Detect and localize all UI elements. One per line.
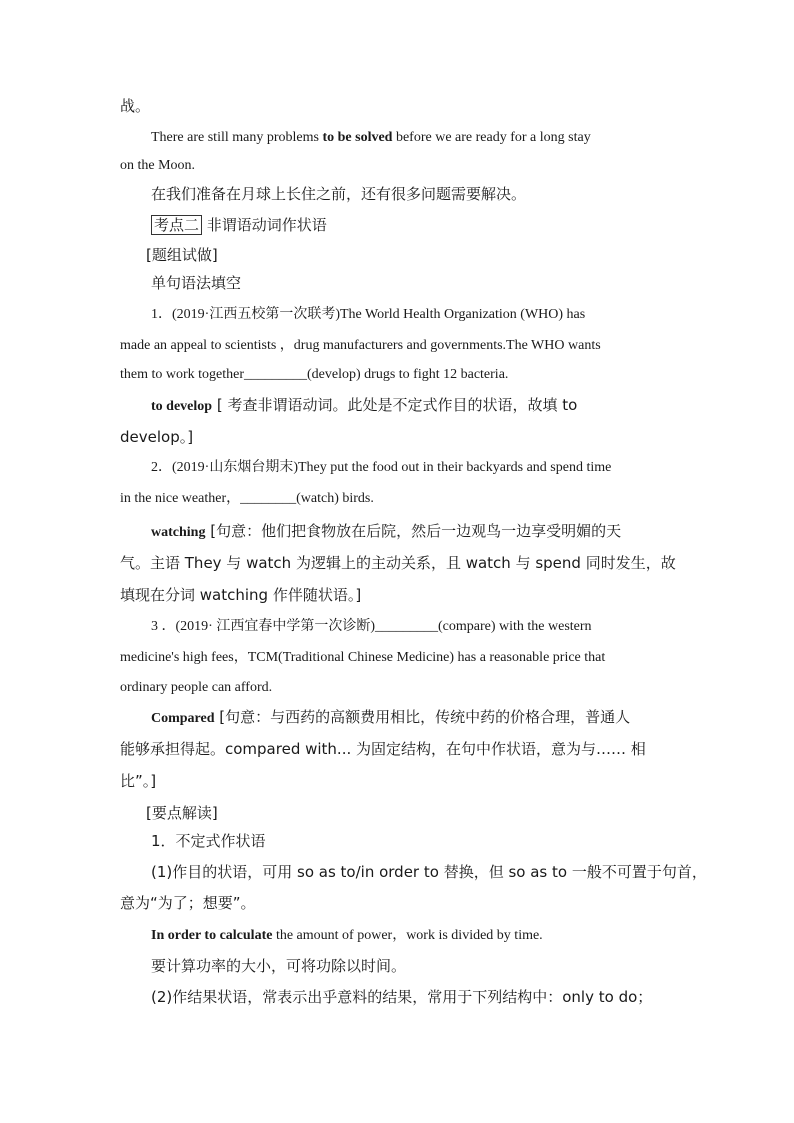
question-1-cont: made an appeal to scientists ，drug manufacturers and governments.The WHO wants [120,338,601,353]
answer-3-cont: 比”。] [120,772,157,790]
example-sentence [151,128,675,148]
text-segment: before we are ready for a long stay [392,130,591,145]
answer-explanation: [句意：他们把食物放在后院，然后一边观鸟一边享受明媚的天 [205,522,622,540]
bold-phrase: to be solved [322,130,393,145]
answer-2-cont: 气。主语 They 与 watch 为逻辑上的主动关系，且 watch 与 spend 同时发生，故 [120,554,676,572]
paragraph: (1)作目的状语，可用 so as to/in order to 替换，但 so as to 一般不可置于句首， [151,863,707,881]
answer-explanation: [ 考查非谓语动词。此处是不定式作目的状语，故填 to [212,396,578,414]
bold-phrase: In order to calculate [151,928,273,943]
exercise-title: 单句语法填空 [151,274,242,292]
answer-word: Compared [151,711,215,726]
section-heading [151,215,675,235]
answer-1 [151,395,675,417]
question-2: 2．(2019·山东烟台期末)They put the food out in their backyards and spend time [151,460,612,475]
translation-line: 在我们准备在月球上长住之前，还有很多问题需要解决。 [151,185,527,203]
question-2-cont: in the nice weather，________(watch) birds. [120,491,374,506]
answer-1-cont: develop。] [120,428,194,446]
answer-word: watching [151,525,206,540]
subsection-label: [题组试做] [146,246,218,264]
question-1-cont: them to work together_________(develop) drugs to fight 12 bacteria. [120,367,509,382]
answer-2 [151,521,675,543]
section-tag: 考点二 [151,215,202,235]
text-segment: There are still many problems [151,130,323,145]
text-segment: the amount of power，work is divided by time. [272,928,543,943]
question-3: 3 ．(2019· 江西宜春中学第一次诊断)_________(compare) with the western [151,619,592,634]
question-3-cont: medicine's high fees，TCM(Traditional Chinese Medicine) has a reasonable price that [120,650,606,665]
paragraph-cont: 意为“为了；想要”。 [120,894,256,912]
text-line: on the Moon. [120,158,196,173]
example-sentence [151,926,675,946]
answer-3-cont: 能够承担得起。compared with... 为固定结构，在句中作状语，意为与…… 相 [120,740,646,758]
question-1: 1．(2019·江西五校第一次联考)The World Health Organization (WHO) has [151,307,586,322]
paragraph: (2)作结果状语，常表示出乎意料的结果，常用于下列结构中：only to do； [151,988,653,1006]
question-3-cont: ordinary people can afford. [120,680,273,695]
text-line: 战。 [120,97,151,115]
answer-3 [151,707,675,729]
point-heading: 1．不定式作状语 [151,832,266,850]
translation-line: 要计算功率的大小，可将功除以时间。 [151,957,407,975]
answer-word: to develop [151,399,213,414]
answer-2-cont: 填现在分词 watching 作伴随状语。] [120,586,362,604]
subsection-label: [要点解读] [146,804,218,822]
answer-explanation: [句意：与西药的高额费用相比，传统中药的价格合理，普通人 [214,708,631,726]
section-title: 非谓语动词作状语 [202,216,327,234]
